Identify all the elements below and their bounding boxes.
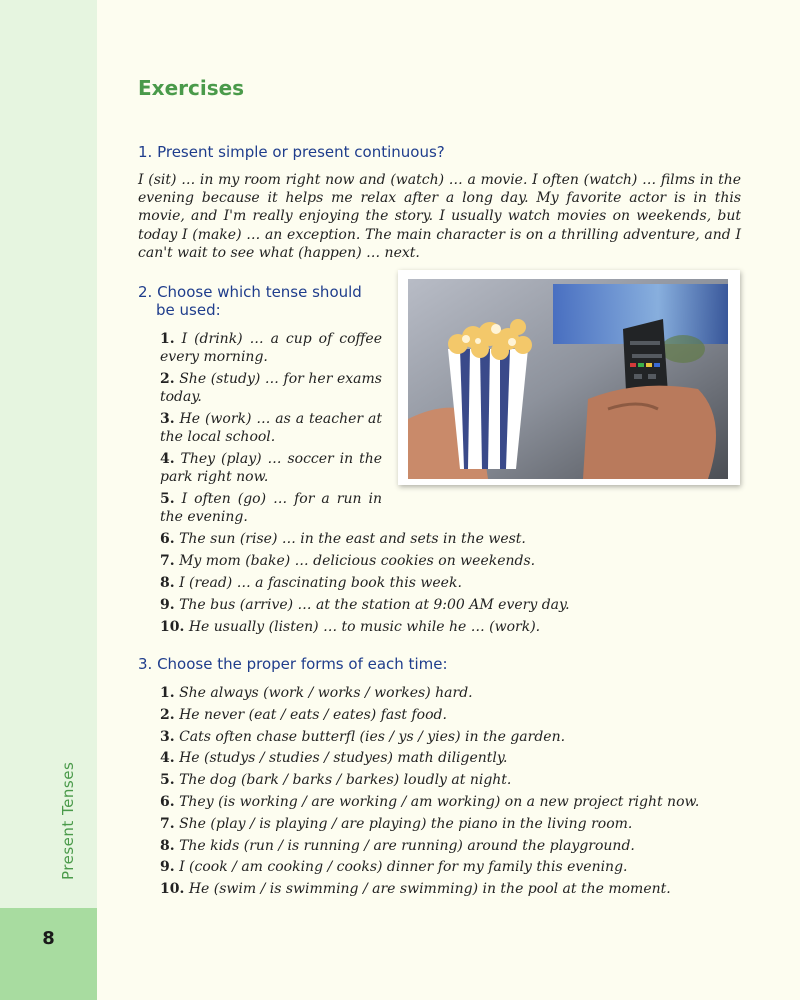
item-number: 2. <box>160 371 175 387</box>
popcorn-remote-photo <box>408 279 728 479</box>
item-number: 4. <box>160 451 175 467</box>
item-number: 3. <box>160 411 175 427</box>
item-text: She (study) … for her exams today. <box>160 371 382 405</box>
list-item <box>160 550 570 572</box>
item-text: They (play) … soccer in the park right now. <box>160 451 382 485</box>
item-text: He (swim / is swimming / are swimming) in the pool at the moment. <box>188 881 671 898</box>
item-text: He (studys / studies / studyes) math diligently. <box>179 750 508 767</box>
item-text: Cats often chase butterfl (ies / ys / yies) in the garden. <box>179 728 566 745</box>
chapter-label: Present Tenses <box>59 761 77 880</box>
item-number: 1. <box>160 685 175 701</box>
list-item <box>160 594 570 616</box>
item-text: I (cook / am cooking / cooks) dinner for my family this evening. <box>179 859 628 876</box>
item-text: She always (work / works / workes) hard. <box>179 685 473 701</box>
item-text: The kids (run / is running / are running) around the playground. <box>179 837 635 854</box>
item-number: 10. <box>160 881 185 898</box>
item-text: I (drink) … a cup of coffee every morning. <box>160 331 382 365</box>
exercise-2-list-top <box>160 330 382 530</box>
list-item <box>160 814 699 836</box>
photo-frame <box>398 270 740 485</box>
list-item <box>160 410 382 446</box>
sidebar-strip <box>0 0 97 1000</box>
list-item <box>160 528 570 550</box>
exercise-1-heading: 1. Present simple or present continuous? <box>138 143 445 161</box>
item-number: 6. <box>160 793 175 810</box>
exercise-2-heading-line1: 2. Choose which tense should <box>138 283 362 301</box>
exercise-3-heading: 3. Choose the proper forms of each time: <box>138 655 448 673</box>
item-number: 1. <box>160 331 175 347</box>
list-item <box>160 370 382 406</box>
item-number: 5. <box>160 491 175 507</box>
page-title: Exercises <box>138 76 245 100</box>
item-text: She (play / is playing / are playing) the piano in the living room. <box>179 815 633 832</box>
item-number: 10. <box>160 619 185 635</box>
page-number: 8 <box>42 928 55 949</box>
list-item <box>160 770 699 792</box>
exercise-2-heading <box>138 283 383 319</box>
exercise-2-list-bottom <box>160 528 570 638</box>
item-text: I (read) … a fascinating book this week. <box>179 575 462 591</box>
item-text: The dog (bark / barks / barkes) loudly at night. <box>179 772 512 789</box>
item-number: 7. <box>160 553 175 569</box>
item-text: My mom (bake) … delicious cookies on weekends. <box>179 553 536 569</box>
list-item <box>160 748 699 770</box>
list-item <box>160 792 699 814</box>
item-text: He never (eat / eats / eates) fast food. <box>179 706 447 723</box>
item-number: 5. <box>160 772 175 789</box>
list-item <box>160 616 570 638</box>
list-item <box>160 705 699 727</box>
item-number: 9. <box>160 859 175 876</box>
exercise-3-list <box>160 683 699 901</box>
list-item <box>160 727 699 749</box>
item-number: 7. <box>160 815 175 832</box>
item-text: The bus (arrive) … at the station at 9:00 AM every day. <box>179 597 570 613</box>
item-text: He (work) … as a teacher at the local school. <box>160 411 382 445</box>
exercise-2-heading-line2: be used: <box>156 301 221 319</box>
item-number: 6. <box>160 531 175 547</box>
item-number: 8. <box>160 575 175 591</box>
list-item <box>160 572 570 594</box>
item-number: 2. <box>160 706 175 723</box>
list-item <box>160 879 699 901</box>
item-text: They (is working / are working / am working) on a new project right now. <box>179 793 700 810</box>
item-text: I often (go) … for a run in the evening. <box>160 491 382 525</box>
list-item <box>160 836 699 858</box>
list-item <box>160 450 382 486</box>
list-item <box>160 857 699 879</box>
item-number: 3. <box>160 728 175 745</box>
list-item <box>160 490 382 526</box>
list-item <box>160 683 699 705</box>
exercise-1-text: I (sit) … in my room right now and (watch) … a movie. I often (watch) … films in the evening because it helps me relax after a long day. My favorite actor is in this movie, and I'm really enjoying the story. I usually watch movies on weekends, but today I (make) … an exception. The main character is on a thrilling adventure, and I can't wait to see what (happen) … next. <box>138 172 741 261</box>
item-text: He usually (listen) … to music while he … (work). <box>188 619 541 635</box>
item-number: 9. <box>160 597 175 613</box>
list-item <box>160 330 382 366</box>
page-number-tab <box>0 908 97 1000</box>
item-text: The sun (rise) … in the east and sets in the west. <box>179 531 526 547</box>
item-number: 8. <box>160 837 175 854</box>
item-number: 4. <box>160 750 175 767</box>
